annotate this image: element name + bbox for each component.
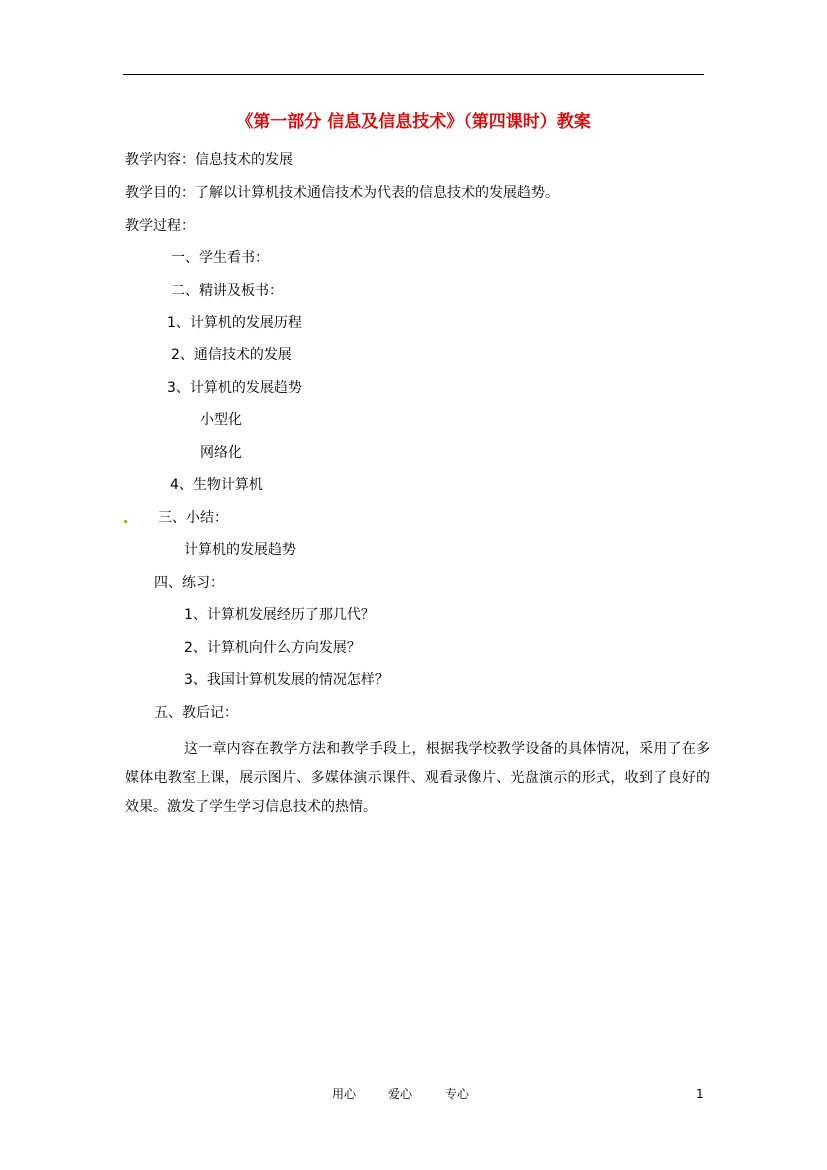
step-2-item-2: 2、通信技术的发展 bbox=[171, 347, 292, 363]
bullet-mark bbox=[124, 520, 127, 523]
header-rule bbox=[123, 74, 704, 75]
step-5: 五、教后记： bbox=[154, 705, 238, 721]
page-number: 1 bbox=[696, 1087, 704, 1101]
document-title: 《第一部分 信息及信息技术》（第四课时）教案 bbox=[236, 112, 591, 132]
footer-text-2: 爱心 bbox=[388, 1087, 413, 1101]
teaching-content: 教学内容：信息技术的发展 bbox=[125, 152, 293, 168]
step-2-item-1: 1、计算机的发展历程 bbox=[167, 315, 302, 331]
step-2-item-3: 3、计算机的发展趋势 bbox=[167, 380, 302, 396]
step-2-item-3-sub-1: 小型化 bbox=[200, 412, 242, 428]
step-4-question-2: 2、计算机向什么方向发展？ bbox=[184, 640, 361, 656]
teaching-goal: 教学目的：了解以计算机技术通信技术为代表的信息技术的发展趋势。 bbox=[125, 185, 559, 201]
step-3-text: 计算机的发展趋势 bbox=[184, 542, 296, 558]
step-2: 二、精讲及板书： bbox=[171, 283, 283, 299]
teaching-process-heading: 教学过程： bbox=[125, 218, 195, 234]
step-2-item-4: 4、生物计算机 bbox=[170, 477, 263, 493]
footer-text-1: 用心 bbox=[332, 1087, 357, 1101]
step-4: 四、练习： bbox=[154, 575, 224, 591]
footer-text-3: 专心 bbox=[445, 1087, 470, 1101]
step-1: 一、学生看书： bbox=[171, 250, 269, 266]
step-4-question-3: 3、我国计算机发展的情况怎样？ bbox=[184, 672, 389, 688]
step-4-question-1: 1、计算机发展经历了那几代？ bbox=[184, 607, 375, 623]
step-2-item-3-sub-2: 网络化 bbox=[200, 445, 242, 461]
reflection-paragraph: 这一章内容在教学方法和教学手段上，根据我学校教学设备的具体情况，采用了在多媒体电教室上课，展示图片、多媒体演示课件、观看录像片、光盘演示的形式，收到了良好的效果。激发了学生学习信息技术的热情。 bbox=[125, 741, 710, 815]
step-3: 三、小结： bbox=[158, 510, 228, 526]
